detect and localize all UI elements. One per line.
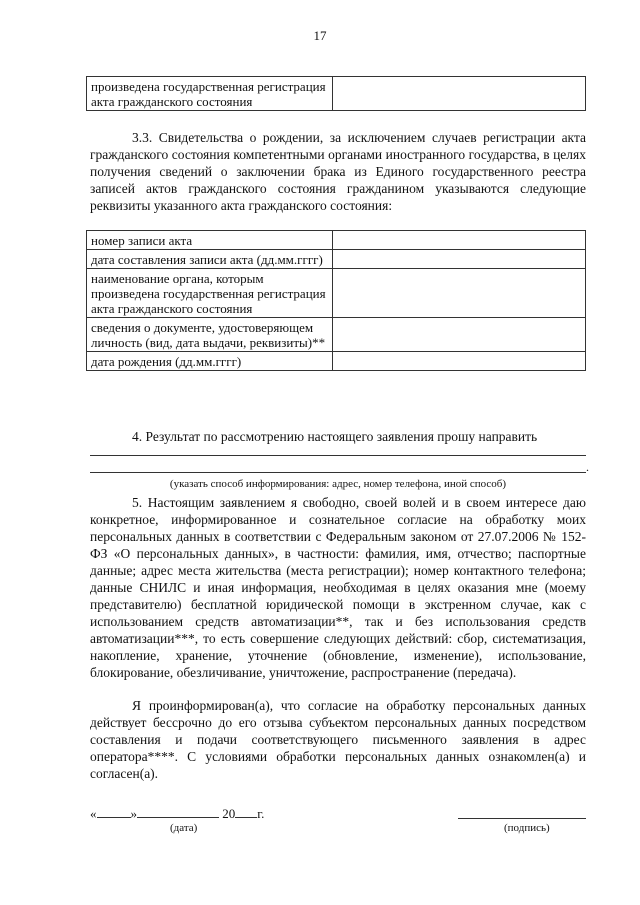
- result-method-hint: (указать способ информирования: адрес, номер телефона, иной способ): [169, 478, 507, 490]
- table-row: [87, 231, 586, 250]
- row-value-field[interactable]: [333, 77, 586, 111]
- row-label: сведения о документе, удостоверяющем личность (вид, дата выдачи, реквизиты)**: [87, 318, 333, 352]
- consent-paragraph: Я проинформирован(а), что согласие на обработку персональных данных действует бессрочно до его отзыва субъектом персональных данных посредством составления и подачи соответствующего письменного заявления в адрес оператора****. С условиями обработки персональных данных ознакомлен(а) и согласен(а).: [90, 698, 586, 781]
- row-value-field[interactable]: [333, 231, 586, 250]
- section-4-text: 4. Результат по рассмотрению настоящего заявления прошу направить: [132, 429, 538, 444]
- result-method-line-2[interactable]: [90, 472, 586, 473]
- date-field[interactable]: [90, 805, 264, 822]
- date-caption: (дата): [170, 822, 198, 834]
- row-value-field[interactable]: [333, 318, 586, 352]
- close-quote: »: [130, 806, 137, 821]
- month-blank[interactable]: [137, 805, 219, 818]
- row-label: наименование органа, которым произведена государственная регистрация акта гражданского состояния: [87, 269, 333, 318]
- year-suffix: г.: [257, 806, 265, 821]
- year-blank[interactable]: [235, 805, 257, 818]
- row-label: дата рождения (дд.мм.гггг): [87, 352, 333, 371]
- result-method-period: .: [586, 460, 589, 474]
- section-3-3-text: 3.3. Свидетельства о рождении, за исключением случаев регистрации акта гражданского состояния компетентными органами иностранного государства, в целях получения сведений о заключении брака из Единого государственного реестра записей актов гражданского состояния гражданином указываются следующие реквизиты указанного акта гражданского состояния:: [90, 130, 586, 213]
- table-birth-certificate: [86, 230, 586, 371]
- row-label: дата составления записи акта (дд.мм.гггг): [87, 250, 333, 269]
- result-method-line-1[interactable]: [90, 455, 586, 456]
- table-row: [87, 250, 586, 269]
- section-5-text: 5. Настоящим заявлением я свободно, своей волей и в своем интересе даю конкретное, информированное и сознательное согласие на обработку моих персональных данных в соответствии с Федеральным законом от 27.07.2006 № 152-ФЗ «О персональных данных», в частности: фамилия, имя, отчество; паспортные данные; адрес места жительства (места регистрации); номер контактного телефона; данные СНИЛС и иная информация, необходимая в целях оказания мне (моему представителю) бесплатной юридической помощи в экстренном случае, как с использованием средств автоматизации**, так и без использования средств автоматизации***, то есть совершение следующих действий: сбор, систематизация, накопление, хранение, уточнение (обновление, изменение), использование, блокирование, обезличивание, уничтожение, распространение (передача).: [90, 495, 586, 680]
- day-blank[interactable]: [97, 805, 131, 818]
- page-number: 17: [313, 28, 327, 43]
- table-row: [87, 77, 586, 111]
- signature-line[interactable]: [458, 818, 586, 819]
- signature-caption: (подпись): [504, 822, 550, 834]
- year-prefix: 20: [222, 806, 236, 821]
- row-value-field[interactable]: [333, 352, 586, 371]
- table-registration-continued: [86, 76, 586, 111]
- table-row: [87, 269, 586, 318]
- open-quote: «: [90, 806, 97, 821]
- table-row: [87, 318, 586, 352]
- signature-row: [90, 805, 586, 823]
- row-value-field[interactable]: [333, 250, 586, 269]
- row-value-field[interactable]: [333, 269, 586, 318]
- row-label: номер записи акта: [87, 231, 333, 250]
- table-row: [87, 352, 586, 371]
- row-label: произведена государственная регистрация акта гражданского состояния: [87, 77, 333, 111]
